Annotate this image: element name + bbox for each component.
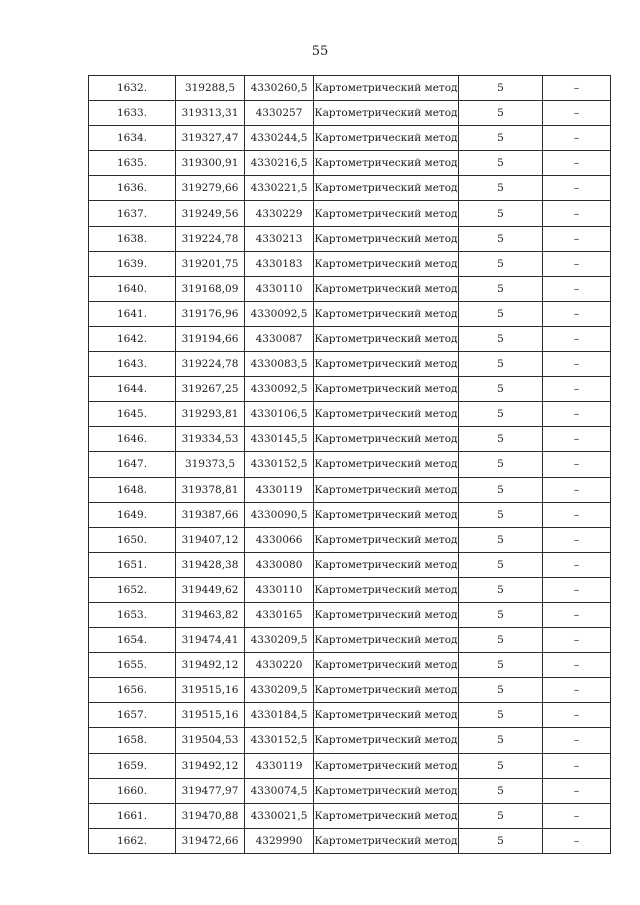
y-coordinate-cell: 4330092,5	[245, 301, 314, 326]
point-number-cell: 1653.	[89, 602, 176, 627]
y-coordinate-cell: 4330152,5	[245, 728, 314, 753]
accuracy-cell: 5	[459, 201, 543, 226]
x-coordinate-cell: 319492,12	[176, 753, 245, 778]
point-number-cell: 1640.	[89, 276, 176, 301]
x-coordinate-cell: 319492,12	[176, 653, 245, 678]
note-cell: –	[543, 502, 611, 527]
y-coordinate-cell: 4330229	[245, 201, 314, 226]
point-number-cell: 1648.	[89, 477, 176, 502]
table-row	[89, 577, 611, 602]
table-row	[89, 552, 611, 577]
y-coordinate-cell: 4330087	[245, 326, 314, 351]
method-cell: Картометрический метод	[314, 251, 459, 276]
point-number-cell: 1646.	[89, 427, 176, 452]
point-number-cell: 1641.	[89, 301, 176, 326]
table-row	[89, 803, 611, 828]
method-cell: Картометрический метод	[314, 326, 459, 351]
point-number-cell: 1659.	[89, 753, 176, 778]
note-cell: –	[543, 226, 611, 251]
accuracy-cell: 5	[459, 828, 543, 853]
x-coordinate-cell: 319515,16	[176, 678, 245, 703]
note-cell: –	[543, 703, 611, 728]
accuracy-cell: 5	[459, 678, 543, 703]
point-number-cell: 1644.	[89, 377, 176, 402]
note-cell: –	[543, 76, 611, 101]
note-cell: –	[543, 126, 611, 151]
method-cell: Картометрический метод	[314, 101, 459, 126]
method-cell: Картометрический метод	[314, 828, 459, 853]
accuracy-cell: 5	[459, 301, 543, 326]
x-coordinate-cell: 319515,16	[176, 703, 245, 728]
table-row	[89, 101, 611, 126]
note-cell: –	[543, 452, 611, 477]
accuracy-cell: 5	[459, 602, 543, 627]
table-row	[89, 301, 611, 326]
note-cell: –	[543, 552, 611, 577]
point-number-cell: 1657.	[89, 703, 176, 728]
point-number-cell: 1632.	[89, 76, 176, 101]
note-cell: –	[543, 678, 611, 703]
table-row	[89, 352, 611, 377]
note-cell: –	[543, 628, 611, 653]
note-cell: –	[543, 326, 611, 351]
x-coordinate-cell: 319224,78	[176, 352, 245, 377]
method-cell: Картометрический метод	[314, 402, 459, 427]
accuracy-cell: 5	[459, 126, 543, 151]
y-coordinate-cell: 4330221,5	[245, 176, 314, 201]
accuracy-cell: 5	[459, 803, 543, 828]
method-cell: Картометрический метод	[314, 577, 459, 602]
table-row	[89, 151, 611, 176]
coordinates-table	[88, 75, 611, 854]
accuracy-cell: 5	[459, 753, 543, 778]
y-coordinate-cell: 4330110	[245, 577, 314, 602]
method-cell: Картометрический метод	[314, 427, 459, 452]
table-row	[89, 828, 611, 853]
accuracy-cell: 5	[459, 427, 543, 452]
x-coordinate-cell: 319373,5	[176, 452, 245, 477]
method-cell: Картометрический метод	[314, 803, 459, 828]
y-coordinate-cell: 4330074,5	[245, 778, 314, 803]
table-row	[89, 377, 611, 402]
x-coordinate-cell: 319428,38	[176, 552, 245, 577]
x-coordinate-cell: 319293,81	[176, 402, 245, 427]
accuracy-cell: 5	[459, 352, 543, 377]
y-coordinate-cell: 4330220	[245, 653, 314, 678]
table-row	[89, 201, 611, 226]
y-coordinate-cell: 4330145,5	[245, 427, 314, 452]
table-row	[89, 628, 611, 653]
point-number-cell: 1638.	[89, 226, 176, 251]
table-row	[89, 602, 611, 627]
note-cell: –	[543, 276, 611, 301]
note-cell: –	[543, 151, 611, 176]
note-cell: –	[543, 101, 611, 126]
accuracy-cell: 5	[459, 251, 543, 276]
method-cell: Картометрический метод	[314, 301, 459, 326]
page-number: 55	[311, 44, 329, 59]
method-cell: Картометрический метод	[314, 126, 459, 151]
table-row	[89, 402, 611, 427]
y-coordinate-cell: 4330184,5	[245, 703, 314, 728]
accuracy-cell: 5	[459, 703, 543, 728]
note-cell: –	[543, 653, 611, 678]
accuracy-cell: 5	[459, 527, 543, 552]
x-coordinate-cell: 319477,97	[176, 778, 245, 803]
table-row	[89, 653, 611, 678]
method-cell: Картометрический метод	[314, 377, 459, 402]
method-cell: Картометрический метод	[314, 753, 459, 778]
point-number-cell: 1652.	[89, 577, 176, 602]
note-cell: –	[543, 402, 611, 427]
note-cell: –	[543, 477, 611, 502]
method-cell: Картометрический метод	[314, 502, 459, 527]
note-cell: –	[543, 301, 611, 326]
note-cell: –	[543, 577, 611, 602]
y-coordinate-cell: 4330092,5	[245, 377, 314, 402]
accuracy-cell: 5	[459, 377, 543, 402]
point-number-cell: 1634.	[89, 126, 176, 151]
table-row	[89, 703, 611, 728]
method-cell: Картометрический метод	[314, 602, 459, 627]
y-coordinate-cell: 4330021,5	[245, 803, 314, 828]
table-row	[89, 176, 611, 201]
table-row	[89, 76, 611, 101]
point-number-cell: 1661.	[89, 803, 176, 828]
x-coordinate-cell: 319288,5	[176, 76, 245, 101]
method-cell: Картометрический метод	[314, 477, 459, 502]
accuracy-cell: 5	[459, 452, 543, 477]
x-coordinate-cell: 319327,47	[176, 126, 245, 151]
x-coordinate-cell: 319472,66	[176, 828, 245, 853]
point-number-cell: 1639.	[89, 251, 176, 276]
accuracy-cell: 5	[459, 176, 543, 201]
x-coordinate-cell: 319201,75	[176, 251, 245, 276]
table-row	[89, 276, 611, 301]
method-cell: Картометрический метод	[314, 628, 459, 653]
table-row	[89, 452, 611, 477]
table-row	[89, 728, 611, 753]
y-coordinate-cell: 4330257	[245, 101, 314, 126]
point-number-cell: 1658.	[89, 728, 176, 753]
method-cell: Картометрический метод	[314, 452, 459, 477]
method-cell: Картометрический метод	[314, 352, 459, 377]
y-coordinate-cell: 4330106,5	[245, 402, 314, 427]
note-cell: –	[543, 352, 611, 377]
method-cell: Картометрический метод	[314, 201, 459, 226]
y-coordinate-cell: 4330066	[245, 527, 314, 552]
method-cell: Картометрический метод	[314, 552, 459, 577]
x-coordinate-cell: 319334,53	[176, 427, 245, 452]
method-cell: Картометрический метод	[314, 527, 459, 552]
method-cell: Картометрический метод	[314, 778, 459, 803]
point-number-cell: 1633.	[89, 101, 176, 126]
table-row	[89, 427, 611, 452]
y-coordinate-cell: 4329990	[245, 828, 314, 853]
method-cell: Картометрический метод	[314, 703, 459, 728]
note-cell: –	[543, 176, 611, 201]
point-number-cell: 1654.	[89, 628, 176, 653]
accuracy-cell: 5	[459, 402, 543, 427]
note-cell: –	[543, 427, 611, 452]
point-number-cell: 1643.	[89, 352, 176, 377]
point-number-cell: 1656.	[89, 678, 176, 703]
x-coordinate-cell: 319407,12	[176, 527, 245, 552]
note-cell: –	[543, 251, 611, 276]
x-coordinate-cell: 319176,96	[176, 301, 245, 326]
y-coordinate-cell: 4330260,5	[245, 76, 314, 101]
point-number-cell: 1655.	[89, 653, 176, 678]
x-coordinate-cell: 319504,53	[176, 728, 245, 753]
x-coordinate-cell: 319378,81	[176, 477, 245, 502]
note-cell: –	[543, 778, 611, 803]
method-cell: Картометрический метод	[314, 226, 459, 251]
accuracy-cell: 5	[459, 577, 543, 602]
y-coordinate-cell: 4330083,5	[245, 352, 314, 377]
x-coordinate-cell: 319168,09	[176, 276, 245, 301]
x-coordinate-cell: 319249,56	[176, 201, 245, 226]
table-row	[89, 126, 611, 151]
method-cell: Картометрический метод	[314, 653, 459, 678]
accuracy-cell: 5	[459, 151, 543, 176]
coordinates-table-body	[89, 76, 611, 854]
method-cell: Картометрический метод	[314, 176, 459, 201]
accuracy-cell: 5	[459, 226, 543, 251]
point-number-cell: 1660.	[89, 778, 176, 803]
method-cell: Картометрический метод	[314, 76, 459, 101]
x-coordinate-cell: 319267,25	[176, 377, 245, 402]
x-coordinate-cell: 319194,66	[176, 326, 245, 351]
method-cell: Картометрический метод	[314, 728, 459, 753]
accuracy-cell: 5	[459, 101, 543, 126]
y-coordinate-cell: 4330152,5	[245, 452, 314, 477]
accuracy-cell: 5	[459, 552, 543, 577]
accuracy-cell: 5	[459, 628, 543, 653]
table-row	[89, 678, 611, 703]
point-number-cell: 1635.	[89, 151, 176, 176]
y-coordinate-cell: 4330209,5	[245, 678, 314, 703]
point-number-cell: 1636.	[89, 176, 176, 201]
accuracy-cell: 5	[459, 502, 543, 527]
x-coordinate-cell: 319224,78	[176, 226, 245, 251]
point-number-cell: 1649.	[89, 502, 176, 527]
y-coordinate-cell: 4330119	[245, 753, 314, 778]
note-cell: –	[543, 728, 611, 753]
y-coordinate-cell: 4330244,5	[245, 126, 314, 151]
method-cell: Картометрический метод	[314, 678, 459, 703]
table-row	[89, 326, 611, 351]
x-coordinate-cell: 319300,91	[176, 151, 245, 176]
note-cell: –	[543, 602, 611, 627]
x-coordinate-cell: 319279,66	[176, 176, 245, 201]
note-cell: –	[543, 753, 611, 778]
y-coordinate-cell: 4330119	[245, 477, 314, 502]
note-cell: –	[543, 377, 611, 402]
y-coordinate-cell: 4330165	[245, 602, 314, 627]
accuracy-cell: 5	[459, 326, 543, 351]
accuracy-cell: 5	[459, 76, 543, 101]
accuracy-cell: 5	[459, 728, 543, 753]
y-coordinate-cell: 4330209,5	[245, 628, 314, 653]
x-coordinate-cell: 319470,88	[176, 803, 245, 828]
x-coordinate-cell: 319474,41	[176, 628, 245, 653]
accuracy-cell: 5	[459, 653, 543, 678]
method-cell: Картометрический метод	[314, 151, 459, 176]
x-coordinate-cell: 319449,62	[176, 577, 245, 602]
accuracy-cell: 5	[459, 276, 543, 301]
x-coordinate-cell: 319463,82	[176, 602, 245, 627]
point-number-cell: 1647.	[89, 452, 176, 477]
table-row	[89, 251, 611, 276]
point-number-cell: 1650.	[89, 527, 176, 552]
accuracy-cell: 5	[459, 477, 543, 502]
y-coordinate-cell: 4330213	[245, 226, 314, 251]
point-number-cell: 1637.	[89, 201, 176, 226]
y-coordinate-cell: 4330183	[245, 251, 314, 276]
x-coordinate-cell: 319387,66	[176, 502, 245, 527]
note-cell: –	[543, 828, 611, 853]
table-row	[89, 226, 611, 251]
table-row	[89, 753, 611, 778]
table-row	[89, 477, 611, 502]
accuracy-cell: 5	[459, 778, 543, 803]
table-row	[89, 527, 611, 552]
note-cell: –	[543, 803, 611, 828]
note-cell: –	[543, 201, 611, 226]
x-coordinate-cell: 319313,31	[176, 101, 245, 126]
point-number-cell: 1642.	[89, 326, 176, 351]
point-number-cell: 1645.	[89, 402, 176, 427]
y-coordinate-cell: 4330216,5	[245, 151, 314, 176]
y-coordinate-cell: 4330110	[245, 276, 314, 301]
method-cell: Картометрический метод	[314, 276, 459, 301]
point-number-cell: 1651.	[89, 552, 176, 577]
table-row	[89, 502, 611, 527]
y-coordinate-cell: 4330080	[245, 552, 314, 577]
table-row	[89, 778, 611, 803]
point-number-cell: 1662.	[89, 828, 176, 853]
note-cell: –	[543, 527, 611, 552]
y-coordinate-cell: 4330090,5	[245, 502, 314, 527]
